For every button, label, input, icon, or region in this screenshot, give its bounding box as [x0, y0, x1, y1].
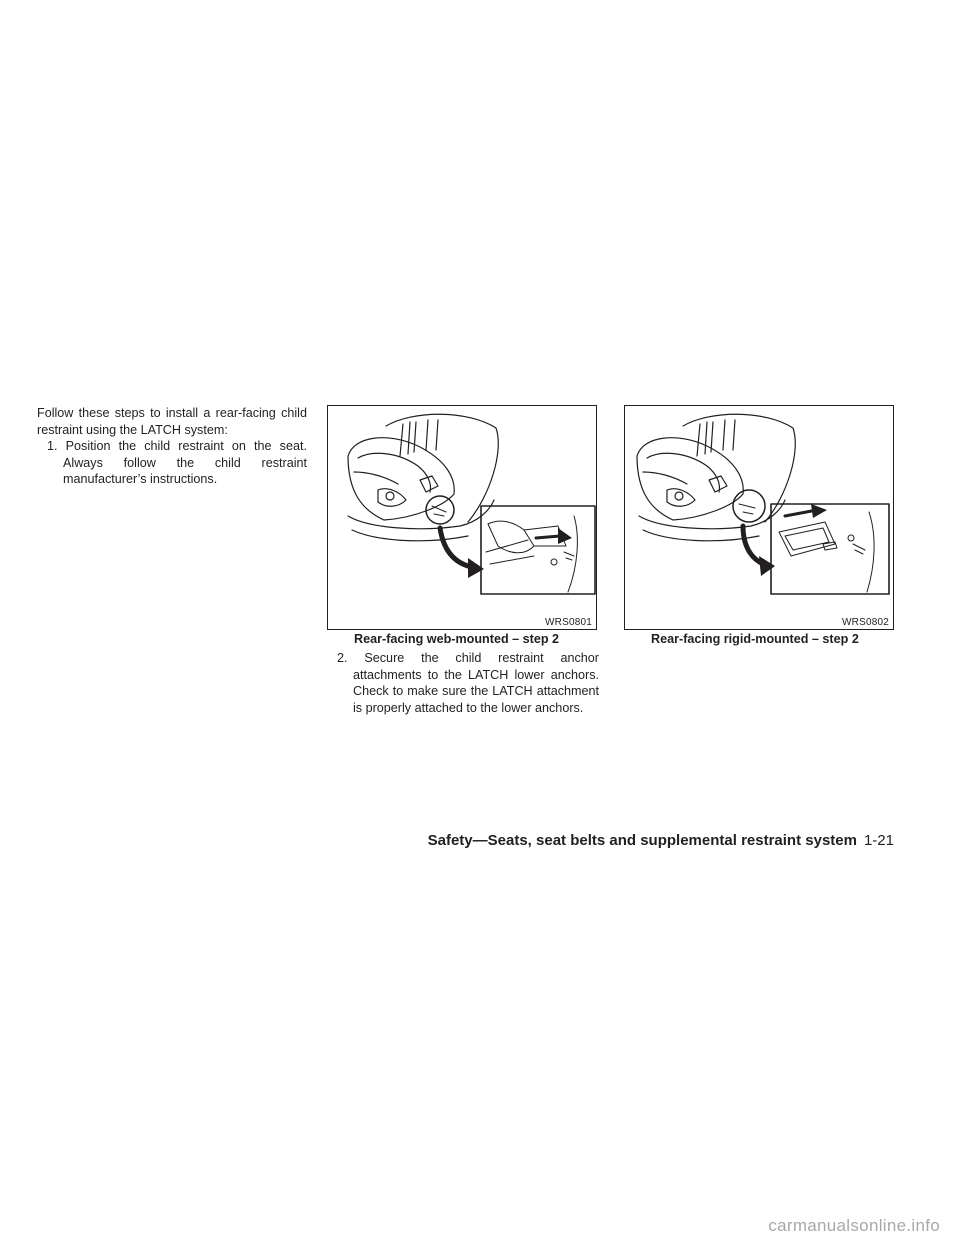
figure-rigid-mounted: [624, 405, 894, 630]
step-1: [37, 438, 307, 488]
watermark: carmanualsonline.info: [768, 1216, 940, 1235]
figure-web-mounted: [327, 405, 597, 630]
intro-paragraph: Follow these steps to install a rear-facing child restraint using the LATCH system:: [37, 406, 307, 437]
figure-code: WRS0802: [842, 617, 889, 628]
page-footer: [428, 832, 894, 849]
footer-section-title: Safety—Seats, seat belts and supplemental restraint system: [427, 832, 857, 849]
page-number: 1-21: [863, 832, 894, 849]
step-2: [327, 650, 599, 716]
step-2-number: 2.: [337, 651, 348, 665]
figure-caption: Rear-facing rigid-mounted – step 2: [651, 632, 859, 646]
left-text-column: [37, 405, 307, 488]
figure-code: WRS0801: [545, 617, 592, 628]
figure-caption: Rear-facing web-mounted – step 2: [354, 632, 560, 646]
web-mounted-latch-illustration-icon: [328, 406, 597, 630]
step-2-text: Secure the child restraint anchor attachments to the LATCH lower anchors. Check to make sure the LATCH attachment is properly attached to the lower anchors.: [353, 651, 600, 715]
step-1-number: 1.: [47, 439, 58, 453]
rigid-mounted-latch-illustration-icon: [625, 406, 894, 630]
step-1-text: Position the child restraint on the seat. Always follow the child restraint manufacturer’s instructions.: [63, 439, 307, 486]
